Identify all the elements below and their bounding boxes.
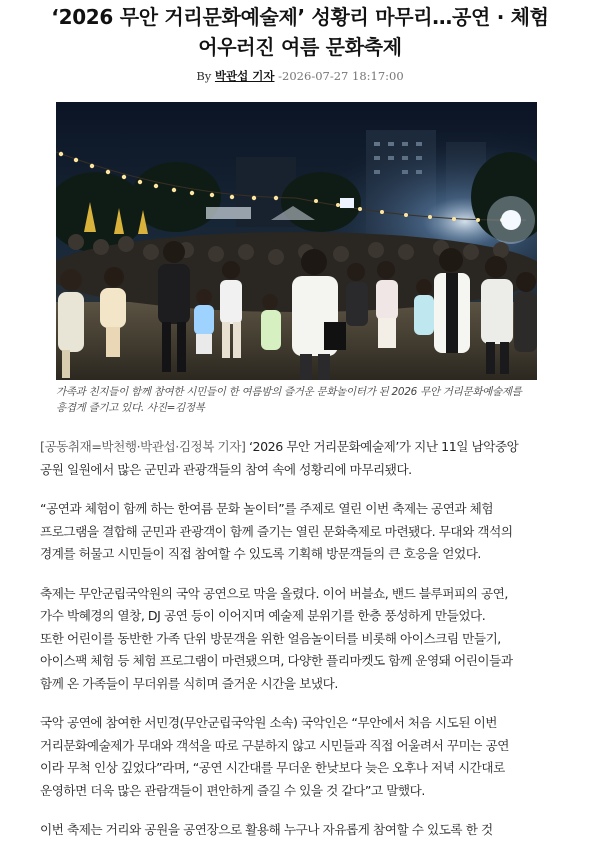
body-p4-line-2: 거리문화예술제가 무대와 객석을 따로 구분하지 않고 시민들과 직접 어울려서 꾸미는 공연 [40,737,510,753]
festival-night-photo [56,102,537,380]
body-p1-line-2: 공원 일원에서 많은 군민과 관광객들의 참여 속에 성황리에 마무리됐다. [40,461,412,477]
body-p4-line-3: 이라 무척 인상 깊었다”라며, “공연 시간대를 무더운 한낮보다 늦은 오후나 저녁 시간대로 [40,760,505,775]
article-title [0,0,600,62]
byline-author[interactable]: 박관섭 기자 [214,69,275,83]
body-p2-line-2: 프로그램을 결합해 군민과 관광객이 함께 즐기는 열린 문화축제로 마련됐다. 무대와 객석의 [40,523,513,539]
body-p4-line-4: 운영하면 더욱 많은 관람객들이 편안하게 즐길 수 있을 것 같다”고 말했다. [40,782,425,798]
body-paragraph-1 [40,436,570,481]
body-p3-line-4: 아이스팩 체험 등 체험 프로그램이 마련됐으며, 다양한 플리마켓도 함께 운영돼 어린이들과 [40,653,513,668]
photo-caption-line-1: 가족과 친지들이 함께 참여한 시민들이 한 여름밤의 즐거운 문화놀이터가 된 2026 무안 거리문화예술제를 [56,386,522,398]
body-p1-line-1-text: ‘2026 무안 거리문화예술제’가 지난 11일 남악중앙 [245,439,519,454]
body-p3-line-2: 가수 박혜경의 열창, DJ 공연 등이 이어지며 예술제 분위기를 한층 풍성하게 만들었다. [40,608,486,623]
body-p4-line-1: 국악 공연에 참여한 서민경(무안군립국악원 소속) 국악인은 “무안에서 처음 시도된 이번 [40,715,498,730]
body-paragraph-2 [40,498,570,566]
body-paragraph-5 [40,819,570,842]
byline-prefix: By [196,69,212,83]
body-p2-line-1: “공연과 체험이 함께 하는 한여름 문화 놀이터”를 주제로 열린 이번 축제는 공연과 체험 [40,501,494,516]
body-p5-line-1: 이번 축제는 거리와 공원을 공연장으로 활용해 누구나 자유롭게 참여할 수 있도록 한 것 [40,822,493,837]
body-p2-line-3: 경계를 허물고 시민들이 직접 참여할 수 있도록 기획해 방문객들의 큰 호응을 얻었다. [40,546,481,561]
article-title-line-1: ‘2026 무안 거리문화예술제’ 성황리 마무리…공연 · 체험 [51,5,549,29]
body-p1-line-1 [40,436,570,459]
article-title-line-2: 어우러진 여름 문화축제 [198,35,402,59]
byline-datetime: 2026-07-27 18:17:00 [282,69,404,83]
body-p3-line-1: 축제는 무안군립국악원의 국악 공연으로 막을 올렸다. 이어 버블쇼, 밴드 블루퍼피의 공연, [40,585,508,601]
photo-caption-line-2: 흥겹게 즐기고 있다. 사진=김정복 [56,401,205,414]
byline [0,68,600,84]
article-body [40,436,570,859]
article-photo [56,102,537,380]
byline-separator: - [278,69,283,83]
press-credit-tag: [공동취재=박천행·박관섭·김정복 기자] [40,439,246,454]
body-paragraph-3 [40,583,570,696]
body-paragraph-4 [40,712,570,802]
body-p3-line-5: 함께 온 가족들이 무더위를 식히며 즐거운 시간을 보냈다. [40,675,338,691]
body-p3-line-3: 또한 어린이를 동반한 가족 단위 방문객을 위한 얼음놀이터를 비롯해 아이스크림 만들기, [40,630,501,646]
photo-caption [56,385,542,416]
